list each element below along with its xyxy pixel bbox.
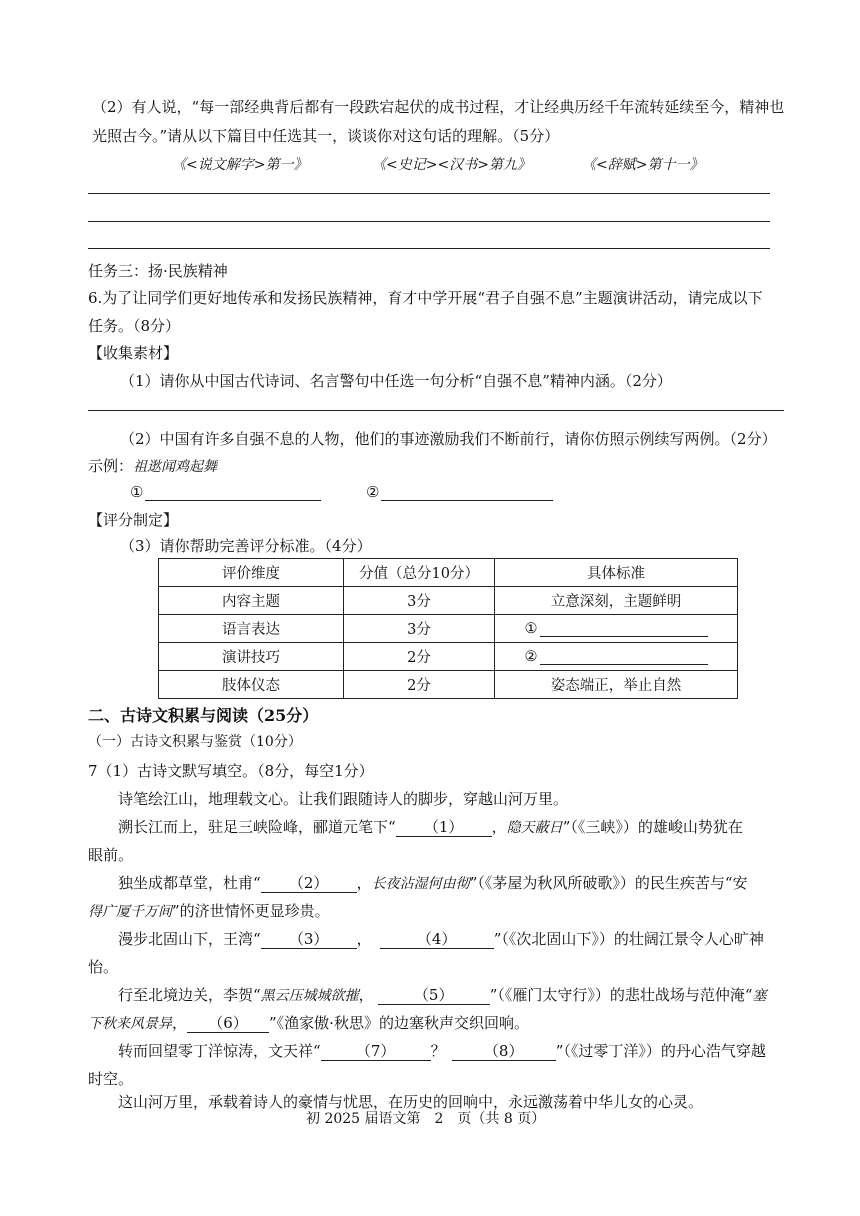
para-3-line2: 怡。 <box>88 958 119 976</box>
q5-2-option-2: 《<史记><汉书>第九》 <box>372 157 531 173</box>
text: 漫步北固山下，王湾“ <box>118 930 261 948</box>
blank-2-line[interactable] <box>381 486 553 501</box>
quote-text: 隐天蔽日 <box>506 820 563 836</box>
text: 转而回望零丁洋惊涛，文天祥“ <box>118 1042 321 1060</box>
text: ， <box>356 930 372 948</box>
blank-2[interactable] <box>366 483 553 501</box>
answer-line-3[interactable] <box>88 248 770 249</box>
task3-heading: 任务三：扬·民族精神 <box>88 262 228 280</box>
row-dimension: 肢体仪态 <box>159 671 344 699</box>
text: ”（《过零丁洋》）的丹心浩气穿越 <box>555 1042 766 1060</box>
table-row <box>159 587 738 615</box>
para-1-line2: 眼前。 <box>88 846 134 864</box>
text: ， <box>172 1014 188 1032</box>
closing-text: 这山河万里，承载着诗人的豪情与忧思，在历史的回响中，永远激荡着中华儿女的心灵。 <box>118 1093 704 1111</box>
blank-1-line[interactable] <box>145 486 321 501</box>
blank-6-input[interactable]: （6） <box>187 1015 269 1033</box>
blank-7-input[interactable]: （7） <box>321 1043 431 1061</box>
row-standard: 立意深刻，主题鲜明 <box>495 587 738 615</box>
text: ”的济世情怀更显珍贵。 <box>172 902 330 920</box>
header-standard: 具体标准 <box>495 559 738 587</box>
text: ？ <box>430 1042 446 1060</box>
para-2-line1 <box>118 874 748 893</box>
text: ”《渔家傲·秋思》的边塞秋声交织回响。 <box>269 1014 529 1032</box>
blank-3-input[interactable]: （3） <box>261 931 357 949</box>
example <box>88 457 217 476</box>
standard-blank-line-1[interactable] <box>540 622 708 637</box>
para-4-line1 <box>118 986 767 1005</box>
table-row <box>159 615 738 643</box>
text: ”（《次北固山下》）的壮阔江景令人心旷神 <box>493 930 764 948</box>
q5-2-option-1: 《<说文解字>第一》 <box>172 157 308 173</box>
blank-1-input[interactable]: （1） <box>396 819 492 837</box>
q6-line2: 任务。（8分） <box>88 317 181 335</box>
section2-heading: 二、古诗文积累与阅读（25分） <box>88 706 319 725</box>
para-4-line2 <box>88 1014 529 1033</box>
quote-text: 长夜沾湿何由彻 <box>371 876 470 892</box>
example-text: 祖逖闻鸡起舞 <box>133 459 218 475</box>
example-label: 示例： <box>88 457 134 475</box>
q6-sub1: （1）请你从中国古代诗词、名言警句中任选一句分析“自强不息”精神内涵。（2分） <box>120 372 672 390</box>
row-standard-blank[interactable] <box>495 643 738 671</box>
q5-2-option-3: 《<辞赋>第十一》 <box>582 157 704 173</box>
text: ， <box>356 874 372 892</box>
quote-text: 塞 <box>752 988 767 1004</box>
header-dimension: 评价维度 <box>159 559 344 587</box>
text: 行至北境边关，李贺“ <box>118 986 261 1004</box>
text: ”（《雁门太守行》）的悲壮战场与范仲淹“ <box>489 986 753 1004</box>
blank-4-input[interactable]: （4） <box>380 931 494 949</box>
text: ”（《茅屋为秋风所破歌》）的民生疾苦与“安 <box>469 874 748 892</box>
q7-heading: 7（1）古诗文默写填空。（8分，每空1分） <box>88 762 374 780</box>
header-score: 分值（总分10分） <box>344 559 495 587</box>
quote-text: 下秋来风景异 <box>88 1016 172 1032</box>
text: 溯长江而上，驻足三峡险峰，郦道元笔下“ <box>118 818 396 836</box>
para-5-line2: 时空。 <box>88 1070 134 1088</box>
standard-blank-line-2[interactable] <box>540 650 708 665</box>
rubric-heading: 【评分制定】 <box>88 511 179 529</box>
row-dimension: 演讲技巧 <box>159 643 344 671</box>
para-3-line1 <box>118 930 764 949</box>
row-standard-blank[interactable] <box>495 615 738 643</box>
q6-sub3: （3）请你帮助完善评分标准。（4分） <box>120 537 372 555</box>
row-score: 3分 <box>344 587 495 615</box>
row-dimension: 语言表达 <box>159 615 344 643</box>
quote-text: 黑云压城城欲摧 <box>260 988 359 1004</box>
row-standard: 姿态端正，举止自然 <box>495 671 738 699</box>
collect-heading: 【收集素材】 <box>88 344 179 362</box>
page-footer: 初 2025 届语文第 2 页（共 8 页） <box>306 1111 546 1127</box>
blank-1-marker: ① <box>130 483 144 501</box>
q6-line1: 6.为了让同学们更好地传承和发扬民族精神，育才中学开展“君子自强不息”主题演讲活动，请完成以下 <box>88 289 763 307</box>
text: 独坐成都草堂，杜甫“ <box>118 874 261 892</box>
standard-marker-2: ② <box>524 648 538 665</box>
para-1-line1 <box>118 818 743 837</box>
blank-2-marker: ② <box>366 483 380 501</box>
answer-line-1[interactable] <box>88 193 770 194</box>
section2-subheading: （一）古诗文积累与鉴赏（10分） <box>88 734 302 750</box>
standard-marker-1: ① <box>524 620 538 637</box>
text: ”（《三峡》）的雄峻山势犹在 <box>562 818 743 836</box>
row-score: 2分 <box>344 643 495 671</box>
answer-line-2[interactable] <box>88 221 770 222</box>
blank-1[interactable] <box>130 483 321 501</box>
text: ， <box>358 986 374 1004</box>
q6-sub2: （2）中国有许多自强不息的人物，他们的事迹激励我们不断前行，请你仿照示例续写两例。（2分） <box>120 430 777 448</box>
intro-text: 诗笔绘江山，地理载文心。让我们跟随诗人的脚步，穿越山河万里。 <box>118 790 569 808</box>
scoring-table <box>158 558 738 699</box>
table-row <box>159 643 738 671</box>
blank-2-input[interactable]: （2） <box>261 875 357 893</box>
row-score: 3分 <box>344 615 495 643</box>
para-5-line1 <box>118 1042 766 1061</box>
table-row <box>159 671 738 699</box>
answer-line-sub1[interactable] <box>88 410 784 411</box>
para-2-line2 <box>88 902 330 921</box>
q5-2-line2: 光照古今。”请从以下篇目中任选其一，谈谈你对这句话的理解。（5分） <box>92 127 560 145</box>
q5-2-line1: （2）有人说，“每一部经典背后都有一段跌宕起伏的成书过程，才让经典历经千年流转延续至今，精神也 <box>92 98 785 116</box>
row-score: 2分 <box>344 671 495 699</box>
text: ， <box>491 818 507 836</box>
row-dimension: 内容主题 <box>159 587 344 615</box>
blank-5-input[interactable]: （5） <box>378 987 490 1005</box>
table-header-row <box>159 559 738 587</box>
blank-8-input[interactable]: （8） <box>452 1043 556 1061</box>
quote-text: 得广厦千万间 <box>88 904 172 920</box>
